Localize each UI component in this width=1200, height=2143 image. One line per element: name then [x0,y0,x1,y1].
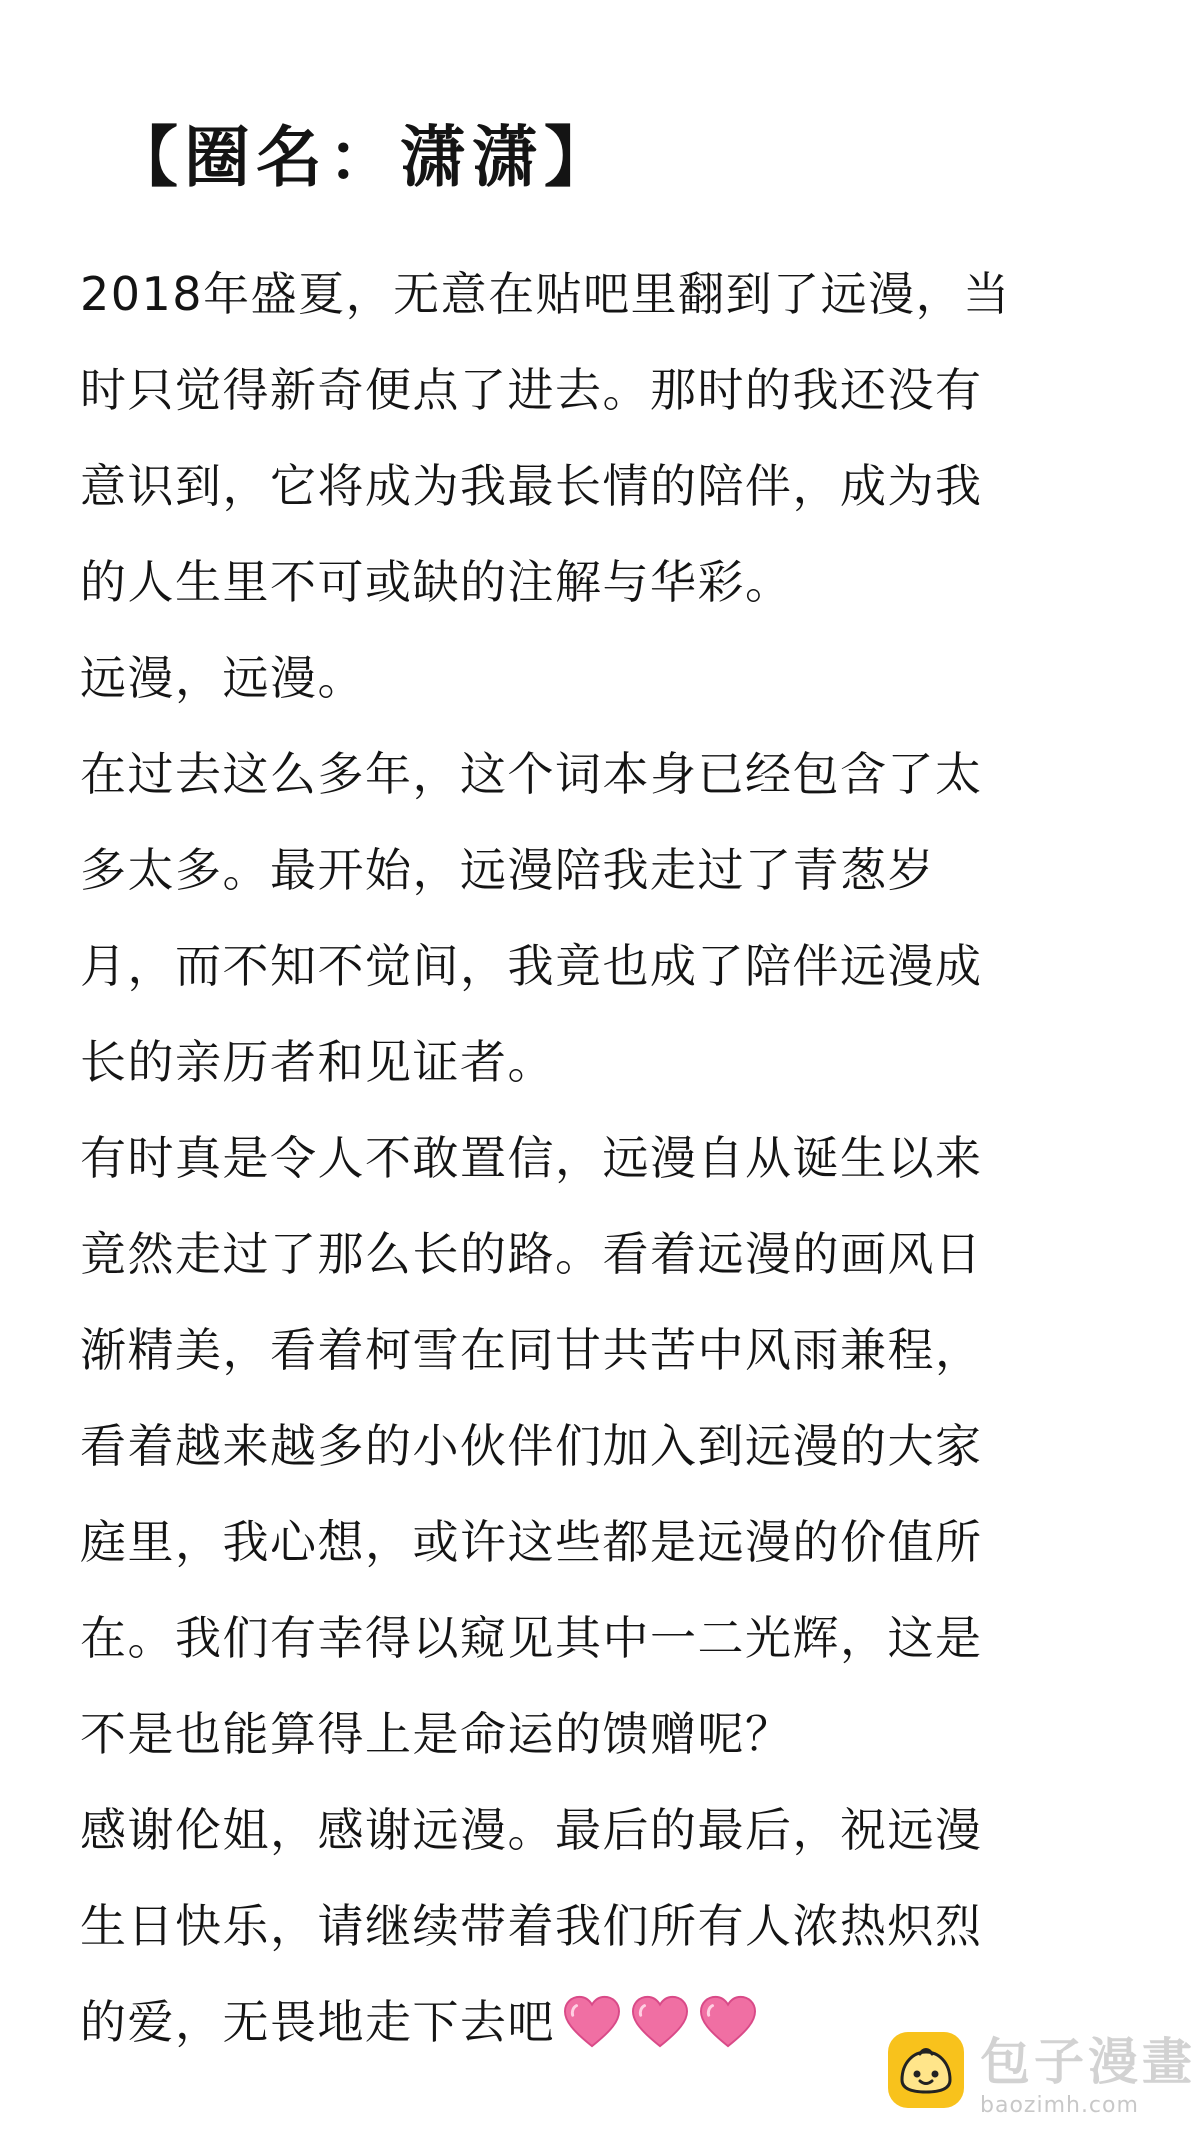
text-line: 2018年盛夏，无意在贴吧里翻到了远漫，当 [80,267,1011,321]
text-line: 意识到，它将成为我最长情的陪伴，成为我 [80,459,983,513]
hearts-group [561,1994,765,2050]
text-line: 庭里，我心想，或许这些都是远漫的价值所 [80,1515,983,1569]
text-line: 在过去这么多年，这个词本身已经包含了太 [80,747,983,801]
bun-logo-icon [886,2030,966,2110]
text-line: 多太多。最开始，远漫陪我走过了青葱岁 [80,843,935,897]
text-line: 时只觉得新奇便点了进去。那时的我还没有 [80,363,983,417]
text-line: 不是也能算得上是命运的馈赠呢？ [80,1707,793,1761]
watermark-url: baozimh.com [980,2093,1139,2118]
text-line: 竟然走过了那么长的路。看着远漫的画风日 [80,1227,983,1281]
text-line: 渐精美，看着柯雪在同甘共苦中风雨兼程， [80,1323,983,1377]
text-line: 长的亲历者和见证者。 [80,1035,555,1089]
text-line: 看着越来越多的小伙伴们加入到远漫的大家 [80,1419,983,1473]
page-title: 【圈名：潇潇】 [112,119,616,196]
body-text [80,246,1140,2070]
text-line: 有时真是令人不敢置信，远漫自从诞生以来 [80,1131,983,1185]
heart-icon [629,1994,691,2050]
watermark [886,2022,1196,2134]
heart-icon [561,1994,623,2050]
text-line: 在。我们有幸得以窥见其中一二光辉，这是 [80,1611,983,1665]
text-line: 感谢伦姐，感谢远漫。最后的最后，祝远漫 [80,1803,983,1857]
text-line: 远漫，远漫。 [80,651,365,705]
watermark-name: 包子漫畫 [980,2033,1196,2091]
last-line-text: 的爱，无畏地走下去吧 [80,1995,555,2049]
text-line: 生日快乐，请继续带着我们所有人浓热炽烈 [80,1899,983,1953]
heart-icon [697,1994,759,2050]
text-line: 月，而不知不觉间，我竟也成了陪伴远漫成 [80,939,983,993]
text-line: 的人生里不可或缺的注解与华彩。 [80,555,793,609]
